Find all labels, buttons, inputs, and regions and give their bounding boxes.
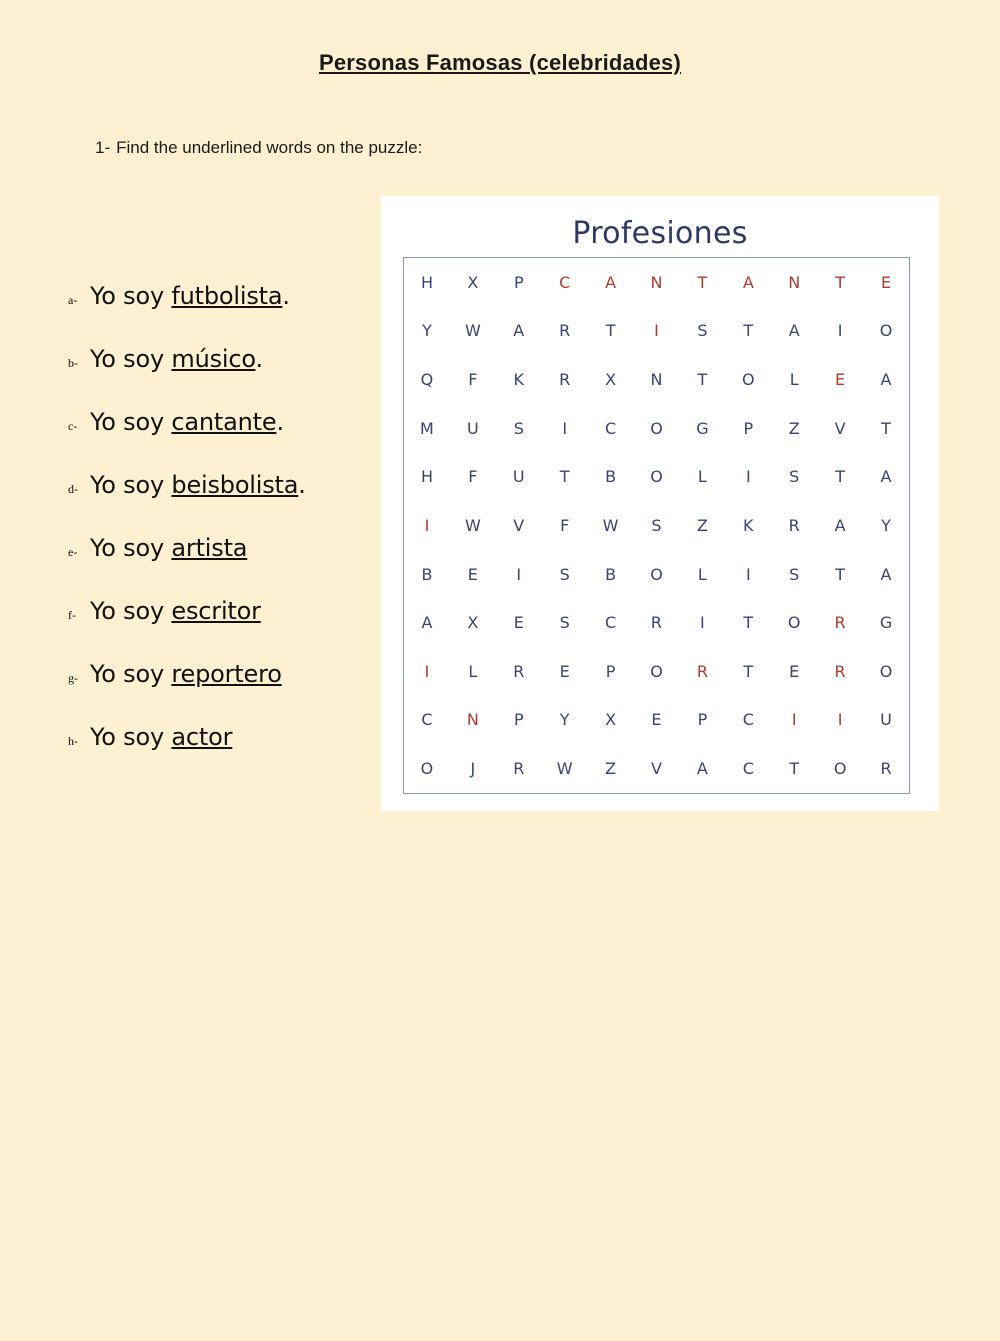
grid-cell[interactable]: O	[742, 370, 755, 390]
grid-cell[interactable]: R	[559, 370, 571, 390]
grid-row	[404, 307, 909, 356]
grid-cell[interactable]: R	[513, 661, 525, 681]
grid-cell[interactable]: W	[602, 515, 619, 535]
grid-cell[interactable]: L	[697, 467, 707, 487]
grid-cell[interactable]: X	[605, 370, 617, 390]
grid-cell[interactable]: G	[879, 613, 893, 633]
list-item	[68, 534, 408, 562]
grid-cell[interactable]: A	[513, 321, 525, 341]
grid-cell[interactable]: O	[879, 321, 893, 341]
grid-cell[interactable]: C	[742, 759, 754, 779]
grid-cell[interactable]: N	[650, 370, 663, 390]
grid-cell[interactable]: O	[650, 564, 663, 584]
grid-cell[interactable]: O	[650, 418, 663, 438]
grid-cell[interactable]: I	[837, 321, 843, 341]
grid-cell[interactable]: T	[835, 272, 845, 292]
list-item	[68, 345, 408, 373]
grid-cell[interactable]: A	[834, 515, 846, 535]
grid-cell[interactable]: B	[605, 467, 617, 487]
grid-cell[interactable]: I	[424, 661, 430, 681]
grid-cell[interactable]: T	[559, 467, 570, 487]
sentence-prefix: Yo soy	[90, 534, 172, 562]
sentence-letter: c-	[68, 419, 78, 433]
grid-cell[interactable]: O	[650, 467, 663, 487]
sentence-prefix: Yo soy	[90, 345, 172, 373]
grid-cell[interactable]: B	[421, 564, 433, 584]
sentence-suffix: .	[255, 345, 263, 373]
grid-cell[interactable]: Q	[420, 370, 434, 390]
sentence-text	[90, 408, 284, 436]
sentence-prefix: Yo soy	[90, 408, 172, 436]
grid-cell[interactable]: A	[421, 613, 433, 633]
underlined-word: reportero	[171, 660, 282, 688]
grid-cell[interactable]: T	[789, 759, 800, 779]
grid-cell[interactable]: I	[424, 515, 430, 535]
grid-cell[interactable]: K	[743, 515, 754, 535]
grid-cell[interactable]: S	[559, 564, 570, 584]
grid-cell[interactable]: Z	[788, 418, 800, 438]
page-title: Personas Famosas (celebridades)	[318, 50, 682, 75]
grid-cell[interactable]: E	[513, 613, 524, 633]
grid-cell[interactable]: V	[651, 759, 662, 779]
grid-cell[interactable]: T	[743, 613, 754, 633]
grid-cell[interactable]: S	[559, 613, 570, 633]
grid-cell[interactable]: O	[420, 759, 434, 779]
grid-cell[interactable]: E	[651, 710, 662, 730]
sentence-text	[90, 534, 247, 562]
underlined-word: futbolista	[171, 282, 283, 310]
grid-cell[interactable]: R	[513, 759, 525, 779]
grid-cell[interactable]: A	[880, 467, 892, 487]
sentence-prefix: Yo soy	[90, 471, 172, 499]
grid-cell[interactable]: B	[605, 564, 617, 584]
grid-row	[404, 696, 909, 745]
grid-cell[interactable]: E	[789, 661, 800, 681]
grid-cell[interactable]: O	[787, 613, 801, 633]
grid-cell[interactable]: T	[835, 467, 845, 487]
grid-row	[404, 404, 909, 453]
grid-cell[interactable]: X	[467, 613, 479, 633]
sentence-text	[90, 723, 232, 751]
grid-cell[interactable]: H	[420, 272, 433, 292]
underlined-word: beisbolista	[171, 471, 299, 499]
grid-cell[interactable]: O	[879, 661, 893, 681]
grid-cell[interactable]: L	[789, 370, 799, 390]
grid-cell[interactable]: Z	[696, 515, 708, 535]
grid-cell[interactable]: R	[834, 613, 846, 633]
sentence-letter: g-	[68, 671, 78, 685]
grid-cell[interactable]: I	[745, 467, 751, 487]
instruction-line	[95, 138, 1000, 158]
grid-cell[interactable]: J	[470, 759, 476, 779]
grid-cell[interactable]: S	[697, 321, 708, 341]
grid-cell[interactable]: R	[559, 321, 571, 341]
grid-cell[interactable]: I	[562, 418, 568, 438]
grid-row	[404, 550, 909, 599]
grid-cell[interactable]: M	[420, 418, 434, 438]
grid-cell[interactable]: C	[559, 272, 571, 292]
grid-cell[interactable]: E	[880, 272, 892, 292]
grid-row	[404, 258, 909, 307]
grid-cell[interactable]: T	[697, 272, 708, 292]
grid-cell[interactable]: N	[650, 272, 663, 292]
sentence-letter: b-	[68, 356, 78, 370]
grid-cell[interactable]: A	[605, 272, 617, 292]
grid-cell[interactable]: F	[468, 467, 478, 487]
grid-cell[interactable]: R	[696, 661, 708, 681]
grid-cell[interactable]: R	[834, 661, 846, 681]
grid-row	[404, 598, 909, 647]
grid-cell[interactable]: Y	[881, 515, 891, 535]
grid-cell[interactable]: A	[742, 272, 754, 292]
puzzle-title: Profesiones	[572, 216, 748, 251]
grid-cell[interactable]: L	[468, 661, 478, 681]
grid-cell[interactable]: E	[559, 661, 570, 681]
grid-cell[interactable]: C	[742, 710, 754, 730]
grid-cell[interactable]: C	[421, 710, 433, 730]
grid-cell[interactable]: O	[650, 661, 663, 681]
grid-cell[interactable]: T	[835, 564, 845, 584]
list-item	[68, 660, 408, 688]
grid-cell[interactable]: R	[788, 515, 800, 535]
sentence-text	[90, 660, 282, 688]
underlined-word: artista	[171, 534, 248, 562]
grid-cell[interactable]: T	[743, 661, 754, 681]
list-item	[68, 282, 408, 310]
sentence-text	[90, 471, 306, 499]
grid-row	[404, 355, 909, 404]
grid-cell[interactable]: T	[743, 321, 754, 341]
sentence-suffix: .	[276, 408, 284, 436]
grid-cell[interactable]: A	[788, 321, 800, 341]
sentence-letter: e-	[68, 545, 78, 559]
grid-cell[interactable]: R	[650, 613, 663, 633]
sentence-prefix: Yo soy	[90, 597, 172, 625]
underlined-word: músico	[171, 345, 256, 373]
list-item	[68, 723, 408, 751]
grid-cell[interactable]: P	[697, 710, 708, 730]
sentence-prefix: Yo soy	[90, 723, 172, 751]
grid-cell[interactable]: C	[604, 613, 617, 633]
grid-cell[interactable]: W	[464, 321, 481, 341]
grid-cell[interactable]: I	[745, 564, 751, 584]
grid-cell[interactable]: F	[468, 370, 478, 390]
grid-cell[interactable]: S	[513, 418, 524, 438]
underlined-word: actor	[171, 723, 233, 751]
grid-cell[interactable]: K	[513, 370, 525, 390]
word-search-card	[381, 196, 939, 811]
sentence-text	[90, 282, 290, 310]
grid-cell[interactable]: T	[881, 418, 891, 438]
grid-cell[interactable]: H	[420, 467, 433, 487]
grid-cell[interactable]: P	[513, 272, 524, 292]
sentence-suffix: .	[282, 282, 290, 310]
word-search-grid	[403, 257, 910, 794]
sentence-letter: a-	[68, 293, 78, 307]
instruction-text: Find the underlined words on the puzzle:	[116, 138, 423, 157]
grid-cell[interactable]: P	[605, 661, 616, 681]
grid-cell[interactable]: W	[464, 515, 481, 535]
letter-grid-table	[404, 258, 909, 793]
instruction-number: 1-	[95, 138, 111, 157]
grid-cell[interactable]: N	[466, 710, 479, 730]
sentence-prefix: Yo soy	[90, 660, 172, 688]
grid-cell[interactable]: V	[834, 418, 846, 438]
underlined-word: escritor	[171, 597, 261, 625]
sentence-letter: d-	[68, 482, 78, 496]
grid-cell[interactable]: A	[880, 370, 892, 390]
grid-cell[interactable]: Y	[559, 710, 570, 730]
grid-cell[interactable]: Y	[422, 321, 432, 341]
grid-row	[404, 501, 909, 550]
grid-cell[interactable]: G	[696, 418, 709, 438]
grid-cell[interactable]: I	[791, 710, 797, 730]
sentence-text	[90, 345, 263, 373]
grid-cell[interactable]: W	[556, 759, 573, 779]
list-item	[68, 597, 408, 625]
grid-cell[interactable]: X	[605, 710, 617, 730]
underlined-word: cantante	[171, 408, 277, 436]
grid-cell[interactable]: T	[605, 321, 616, 341]
grid-cell[interactable]: X	[467, 272, 479, 292]
sentence-letter: h-	[68, 734, 78, 748]
grid-cell[interactable]: I	[516, 564, 522, 584]
grid-cell[interactable]: P	[743, 418, 754, 438]
grid-cell[interactable]: A	[696, 759, 708, 779]
grid-row	[404, 453, 909, 502]
grid-cell[interactable]: P	[513, 710, 524, 730]
grid-cell[interactable]: L	[697, 564, 707, 584]
sentence-text	[90, 597, 261, 625]
grid-cell[interactable]: I	[837, 710, 843, 730]
grid-cell[interactable]: E	[835, 370, 846, 390]
grid-cell[interactable]: O	[833, 759, 847, 779]
grid-cell[interactable]: F	[560, 515, 570, 535]
grid-cell[interactable]: I	[700, 613, 705, 633]
grid-cell[interactable]: U	[467, 418, 479, 438]
grid-cell[interactable]: I	[654, 321, 659, 341]
grid-cell[interactable]: E	[467, 564, 478, 584]
sentence-list	[68, 282, 408, 786]
grid-cell[interactable]: U	[880, 710, 892, 730]
list-item	[68, 471, 408, 499]
grid-row	[404, 647, 909, 696]
grid-cell[interactable]: T	[697, 370, 708, 390]
sentence-prefix: Yo soy	[90, 282, 172, 310]
grid-cell[interactable]: V	[513, 515, 525, 535]
grid-cell[interactable]: A	[880, 564, 892, 584]
grid-cell[interactable]: S	[789, 467, 800, 487]
grid-cell[interactable]: S	[651, 515, 662, 535]
list-item	[68, 408, 408, 436]
grid-cell[interactable]: Z	[605, 759, 617, 779]
grid-cell[interactable]: C	[604, 418, 617, 438]
grid-cell[interactable]: R	[880, 759, 892, 779]
grid-cell[interactable]: S	[789, 564, 800, 584]
sentence-letter: f-	[68, 608, 76, 622]
grid-row	[404, 744, 909, 793]
grid-cell[interactable]: U	[512, 467, 525, 487]
grid-cell[interactable]: N	[788, 272, 801, 292]
sentence-suffix: .	[298, 471, 306, 499]
